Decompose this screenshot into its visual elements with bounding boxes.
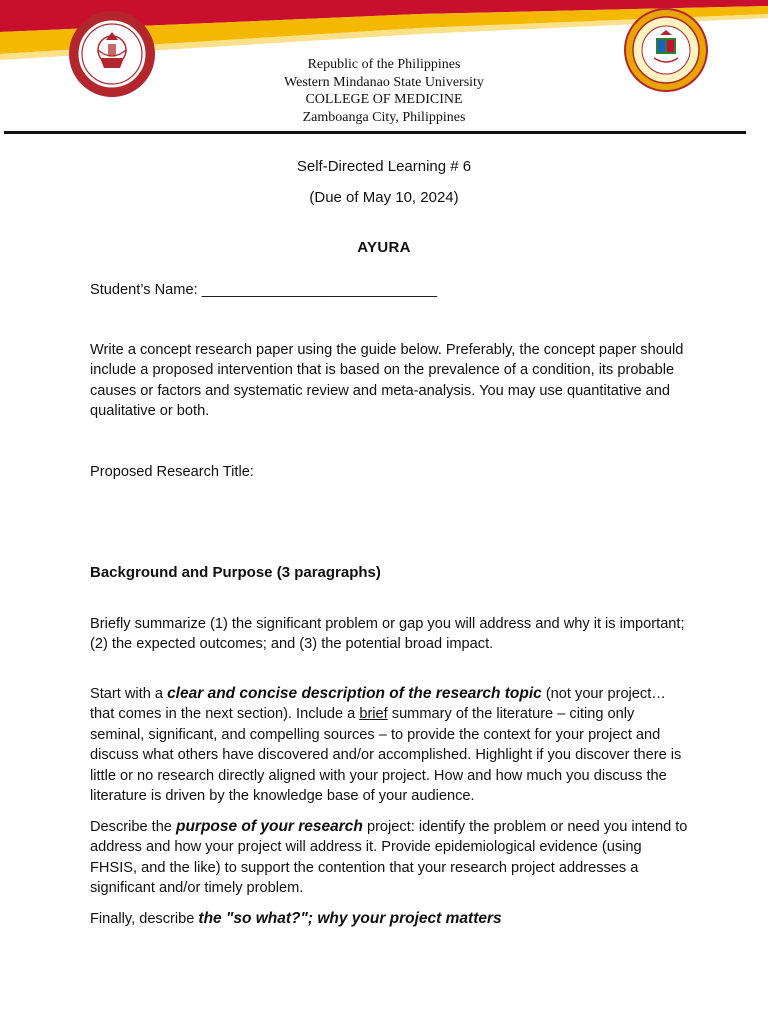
letterhead (184, 56, 584, 126)
literature-text-a: Start with a (90, 686, 168, 702)
student-name-row (90, 280, 690, 300)
document-title: AYURA (357, 239, 411, 256)
purpose-paragraph (90, 817, 690, 899)
literature-emphasis: clear and concise description of the research topic (167, 685, 542, 702)
header-rule (4, 131, 746, 134)
wmsu-college-seal-icon (624, 8, 708, 92)
intro-paragraph: Write a concept research paper using the guide below. Preferably, the concept paper should include a proposed intervention that is based on the prevalence of a condition, its probable causes or factors and systematic review and meta-analysis. You may use quantitative and qualitative or both. (90, 342, 684, 420)
wmsu-seal-right (624, 8, 708, 92)
purpose-text-b: project: identify the problem or need you intend to address and how your project will address it. Provide epidemiological evidence (using FHSIS, and the like) to support the contention that your research project addresses a significant and/or timely problem. (90, 819, 688, 897)
literature-text-b: (not your project… that comes in the next section). Include a (90, 686, 666, 723)
purpose-emphasis: purpose of your research (175, 818, 363, 835)
purpose-text-a: Describe the (90, 819, 176, 835)
letterhead-line-college: COLLEGE OF MEDICINE (305, 92, 463, 107)
student-name-blank: _____________________________ (201, 282, 438, 298)
letterhead-line-city: Zamboanga City, Philippines (302, 109, 466, 125)
research-title-label: Proposed Research Title: (90, 464, 254, 480)
so-what-text-a: Finally, describe (90, 911, 199, 927)
sdl-heading: Self-Directed Learning # 6 (296, 158, 472, 175)
wmsu-seal-red-icon (68, 10, 156, 98)
letterhead-line-republic: Republic of the Philippines (307, 57, 461, 72)
brief-summary-paragraph: Briefly summarize (1) the significant problem or gap you will address and why it is important; (2) the expected outcomes; and (3) the potential broad impact. (90, 616, 685, 653)
so-what-emphasis: the "so what?"; why your project matters (198, 910, 502, 927)
literature-text-c: summary of the literature – citing only seminal, significant, and compelling sources – to provide the context for your project and discuss what others have discovered and/or accomplished. Highlight if you discover there is little or no research directly aligned with your project. How and how much you discuss the literature is driven by the knowledge base of your audience. (90, 706, 682, 805)
student-name-label: Student’s Name: (90, 282, 202, 298)
background-purpose-heading: Background and Purpose (3 paragraphs) (90, 564, 381, 581)
literature-underlined: brief (359, 706, 388, 723)
letterhead-line-university: Western Mindanao State University (284, 74, 484, 90)
so-what-paragraph (90, 909, 690, 929)
wmsu-seal-left (68, 10, 156, 98)
due-date: (Due of May 10, 2024) (309, 189, 459, 206)
literature-paragraph (90, 684, 690, 806)
